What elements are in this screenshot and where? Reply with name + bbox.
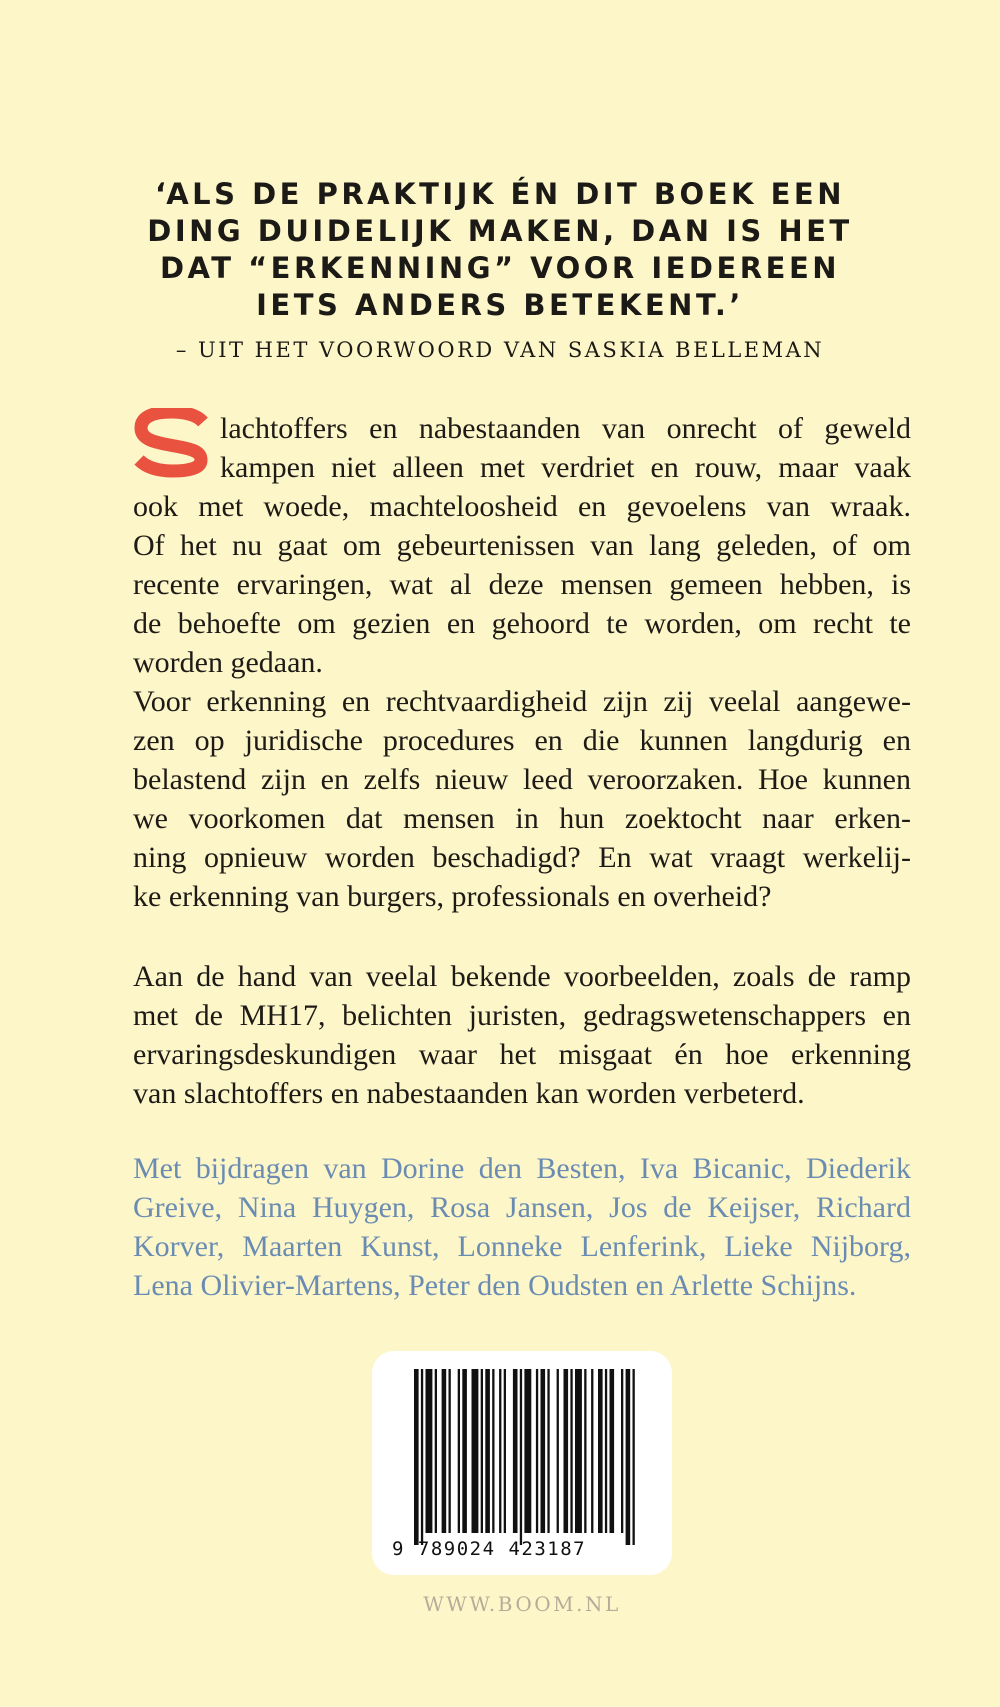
- text-line: ook met woede, machteloosheid en gevoelens van wraak.: [133, 490, 911, 523]
- isbn-number: 9 789024 423187: [392, 1538, 587, 1560]
- quote-line: DING DUIDELIJK MAKEN, DAN IS HET: [147, 214, 853, 248]
- text-line: kampen niet alleen met verdriet en rouw, maar vaak: [220, 451, 911, 484]
- barcode-bar: [633, 1369, 635, 1545]
- barcode-bar: [557, 1369, 559, 1533]
- quote-line: ‘ALS DE PRAKTIJK ÉN DIT BOEK EEN: [155, 177, 845, 211]
- barcode-bar: [520, 1369, 522, 1545]
- barcode-bar: [626, 1369, 631, 1545]
- text-line: Voor erkenning en rechtvaardigheid zijn zij veelal aangewe-: [133, 685, 911, 718]
- contributors-line: Korver, Maarten Kunst, Lonneke Lenferink, Lieke Nijborg,: [133, 1230, 911, 1263]
- barcode-bar: [621, 1369, 623, 1533]
- barcode-bar: [426, 1369, 433, 1533]
- barcode-bar: [575, 1369, 582, 1533]
- barcode-bar: [541, 1369, 546, 1533]
- barcode-bar: [414, 1369, 419, 1545]
- text-line: van slachtoffers en nabestaanden kan worden verbeterd.: [133, 1077, 805, 1110]
- barcode-bar: [435, 1369, 437, 1533]
- text-line: worden gedaan.: [133, 646, 323, 679]
- text-line: ervaringsdeskundigen waar het misgaat én hoe erkenning: [133, 1038, 911, 1071]
- description-paragraph-2: [133, 957, 911, 1113]
- pull-quote: [80, 176, 920, 324]
- barcode-bar: [458, 1369, 460, 1533]
- text-line: de behoefte om gezien en gehoord te worden, om recht te: [133, 607, 911, 640]
- barcode-bar: [481, 1369, 483, 1533]
- barcode-bar: [421, 1369, 423, 1545]
- barcode-bar: [485, 1369, 490, 1533]
- quote-line: DAT “ERKENNING” VOOR IEDEREEN: [159, 251, 841, 285]
- barcode-bar: [536, 1369, 538, 1533]
- text-line: belastend zijn en zelfs nieuw leed veroorzaken. Hoe kunnen: [133, 763, 911, 796]
- barcode-bar: [564, 1369, 569, 1533]
- text-line: ning opnieuw worden beschadigd? En wat vraagt werkelij-: [133, 841, 911, 874]
- barcode-bar: [513, 1369, 518, 1533]
- barcode-bar: [524, 1369, 531, 1533]
- barcode-bar: [605, 1369, 607, 1533]
- contributors-list: [133, 1149, 911, 1305]
- barcode-bar: [442, 1369, 447, 1533]
- barcode-bar: [462, 1369, 467, 1533]
- text-line: recente ervaringen, wat al deze mensen gemeen hebben, is: [133, 568, 911, 601]
- text-line: we voorkomen dat mensen in hun zoektocht naar erken-: [133, 802, 911, 835]
- barcode-bar: [598, 1369, 603, 1533]
- text-line: lachtoffers en nabestaanden van onrecht of geweld: [220, 412, 911, 445]
- barcode-bar: [449, 1369, 451, 1533]
- barcode: [372, 1351, 672, 1575]
- text-line: Of het nu gaat om gebeurtenissen van lang geleden, of om: [133, 529, 911, 562]
- text-line: Aan de hand van veelal bekende voorbeelden, zoals de ramp: [133, 960, 911, 993]
- contributors-line: Greive, Nina Huygen, Rosa Jansen, Jos de Keijser, Richard: [133, 1191, 911, 1224]
- contributors-line: Met bijdragen van Dorine den Besten, Iva Bicanic, Diederik: [133, 1152, 911, 1185]
- barcode-bar: [492, 1369, 494, 1533]
- publisher-website: WWW.BOOM.NL: [423, 1592, 621, 1616]
- barcode-bar: [591, 1369, 593, 1533]
- barcode-bar: [570, 1369, 572, 1533]
- barcode-bar: [499, 1369, 501, 1533]
- text-line: ke erkenning van burgers, professionals en overheid?: [133, 880, 772, 913]
- text-line: met de MH17, belichten juristen, gedragswetenschappers en: [133, 999, 911, 1032]
- contributors-line: Lena Olivier-Martens, Peter den Oudsten en Arlette Schijns.: [133, 1269, 857, 1302]
- barcode-bar: [547, 1369, 549, 1533]
- quote-attribution: – UIT HET VOORWOORD VAN SASKIA BELLEMAN: [175, 338, 825, 362]
- barcode-bar: [504, 1369, 506, 1533]
- barcode-bar: [472, 1369, 479, 1533]
- barcode-bar: [610, 1369, 615, 1533]
- barcode-bar: [584, 1369, 586, 1533]
- description-paragraph-1: [133, 409, 911, 916]
- text-line: zen op juridische procedures en die kunnen langdurig en: [133, 724, 911, 757]
- quote-line: IETS ANDERS BETEKENT.’: [256, 288, 744, 322]
